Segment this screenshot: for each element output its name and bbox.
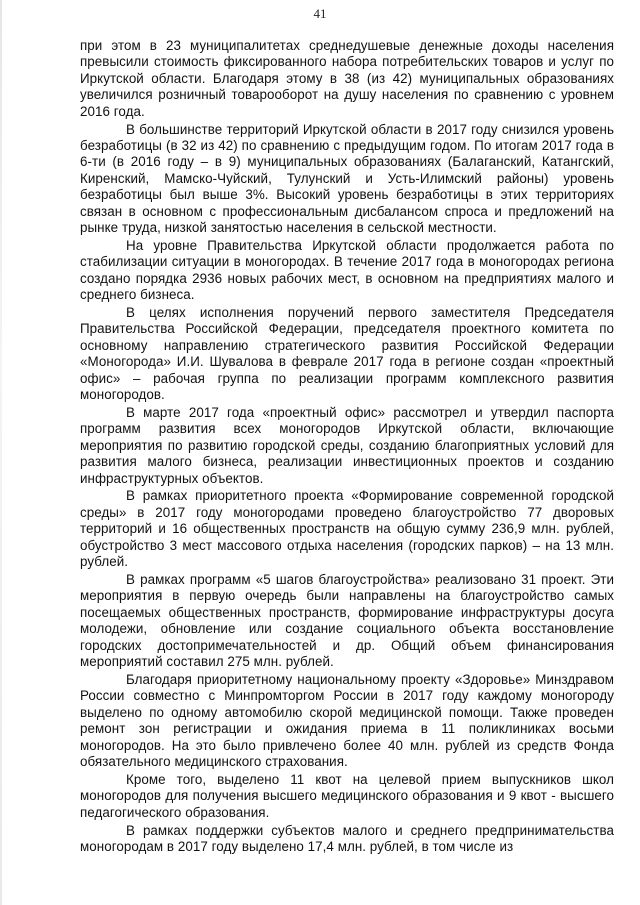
paragraph: Благодаря приоритетному национальному проекту «Здоровье» Минздравом России совместно с Минпромторгом России в 2017 году каждому моногороду выделено по одному автомобилю скорой медицинской помощи. Также проведен ремонт зон регистрации и ожидания приема в 11 поликлиниках восьми моногородов. На это было привлечено более 40 млн. рублей из средств Фонда обязательного медицинского страхования.	[80, 671, 614, 769]
paragraph: В марте 2017 года «проектный офис» рассмотрел и утвердил паспорта программ развития всех моногородов Иркутской области, включающие мероприятия по развитию городской среды, созданию благоприятных условий для развития малого бизнеса, реализации инвестиционных проектов и созданию инфраструктурных объектов.	[80, 404, 614, 486]
paragraph: В большинстве территорий Иркутской области в 2017 году снизился уровень безработицы (в 32 из 42) по сравнению с предыдущим годом. По итогам 2017 года в 6-ти (в 2016 году – в 9) муниципальных образованиях (Балаганский, Катангский, Киренский, Мамско-Чуйский, Тулунский и Усть-Илимский районы) уровень безработицы был выше 3%. Высокий уровень безработицы в этих территориях связан в основном с профессиональным дисбалансом спроса и предложений на рынке труда, низкой занятостью населения в сельской местности.	[80, 121, 614, 235]
page-number: 41	[313, 6, 327, 21]
scan-edge-left	[0, 0, 2, 905]
paragraph: В рамках поддержки субъектов малого и среднего предпринимательства моногородам в 2017 году выделено 17,4 млн. рублей, в том числе из	[80, 822, 614, 854]
paragraph: при этом в 23 муниципалитетах среднедушевые денежные доходы населения превысили стоимость фиксированного набора потребительских товаров и услуг по Иркутской области. Благодаря этому в 38 (из 42) муниципальных образованиях увеличился розничный товарооборот на душу населения по сравнению с уровнем 2016 года.	[80, 38, 614, 119]
paragraph: Кроме того, выделено 11 квот на целевой прием выпускников школ моногородов для получения высшего медицинского образования и 9 квот - высшего педагогического образования.	[80, 771, 614, 820]
paragraph: В целях исполнения поручений первого заместителя Председателя Правительства Российской Федерации, председателя проектного комитета по основному направлению стратегического развития Российской Федерации «Моногорода» И.И. Шувалова в феврале 2017 года в регионе создан «проектный офис» – рабочая группа по реализации программ комплексного развития моногородов.	[80, 305, 614, 403]
paragraph: В рамках программ «5 шагов благоустройства» реализовано 31 проект. Эти мероприятия в первую очередь были направлены на благоустройство самых посещаемых общественных пространств, формирование инфраструктуры досуга молодежи, обновление или создание социального объекта восстановление городских достопримечательностей и др. Общий объем финансирования мероприятий составил 275 млн. рублей.	[80, 572, 614, 670]
paragraph: На уровне Правительства Иркутской области продолжается работа по стабилизации ситуации в моногородах. В течение 2017 года в моногородах региона создано порядка 2936 новых рабочих мест, в основном на предприятиях малого и среднего бизнеса.	[80, 237, 614, 303]
body-text	[80, 38, 614, 855]
paragraph: В рамках приоритетного проекта «Формирование современной городской среды» в 2017 году моногородами проведено благоустройство 77 дворовых территорий и 16 общественных пространств на общую сумму 236,9 млн. рублей, обустройство 3 мест массового отдыха населения (городских парков) – на 13 млн. рублей.	[80, 488, 614, 570]
